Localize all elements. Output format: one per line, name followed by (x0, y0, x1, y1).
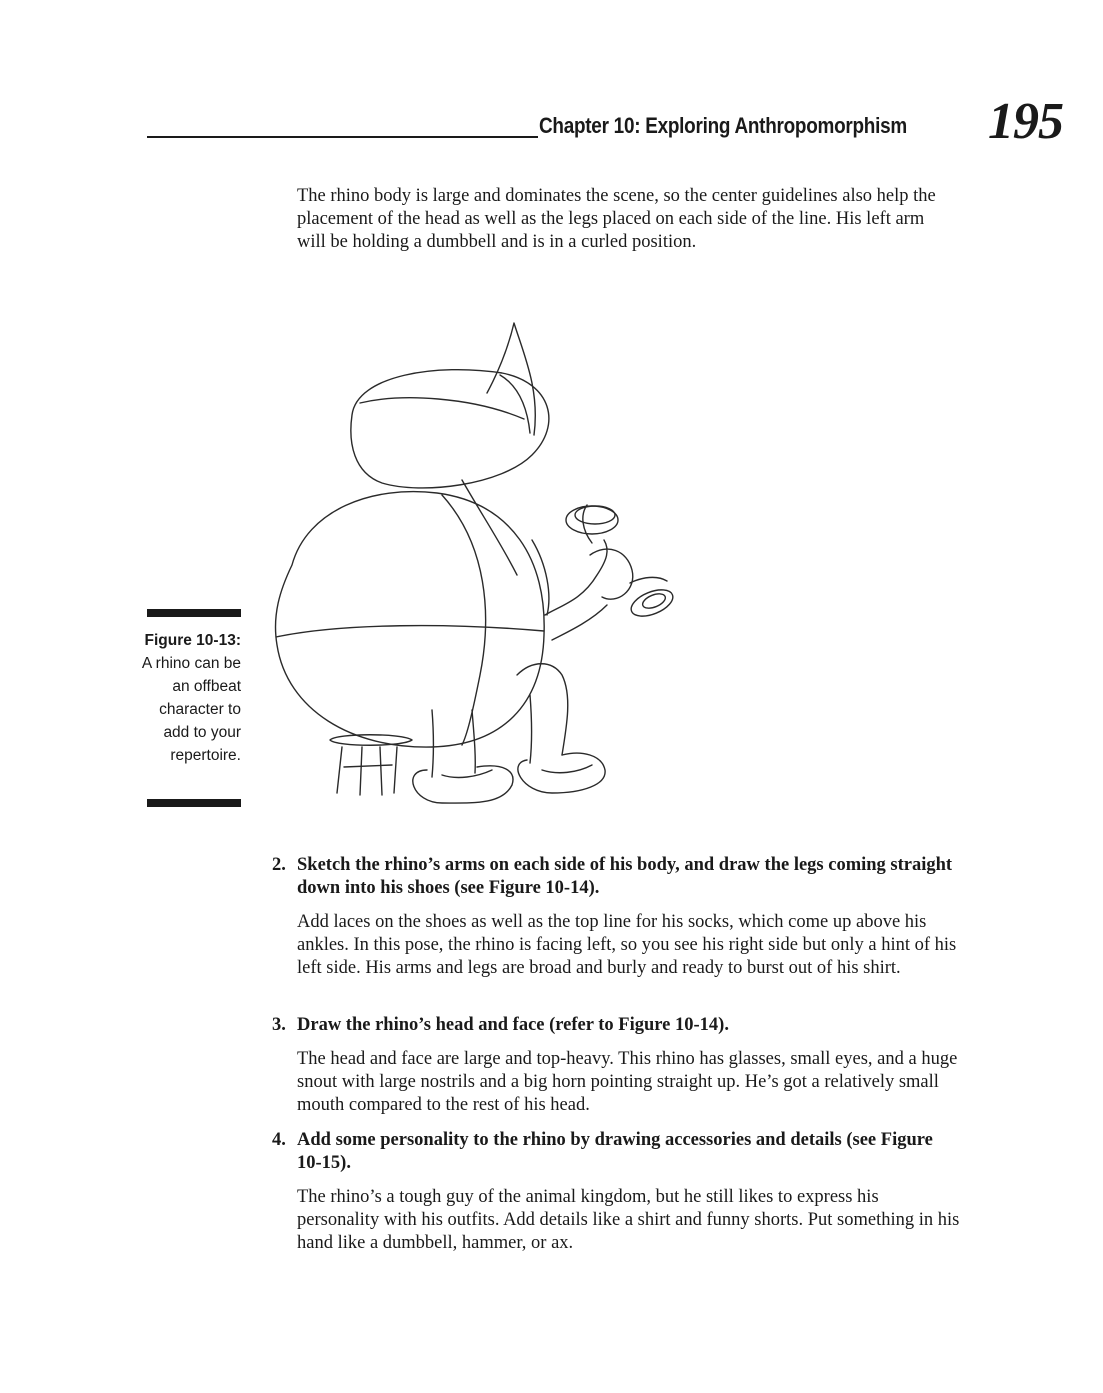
figure-label: Figure 10-13: (144, 632, 241, 649)
header-rule (147, 136, 538, 138)
step-heading (272, 1014, 962, 1037)
intro-paragraph: The rhino body is large and dominates the scene, so the center guidelines also help the placement of the head as well as the legs placed on each side of the line. His left arm will be holding a dumbbell and is in a curled position. (297, 186, 936, 252)
step-heading-text: Add some personality to the rhino by drawing accessories and details (see Figure 10-15). (297, 1130, 933, 1173)
caption-bottom-bar (147, 799, 241, 807)
step-number: 3. (272, 1015, 286, 1035)
right-leg-inner (530, 695, 532, 763)
fist (590, 549, 633, 599)
step-number: 4. (272, 1130, 286, 1150)
step-2 (272, 854, 962, 980)
horn-inner (500, 375, 530, 433)
right-leg (517, 664, 568, 755)
step-3 (272, 1014, 962, 1117)
stool-leg-2 (360, 747, 362, 795)
arm-inner (552, 605, 607, 640)
step-number: 2. (272, 855, 286, 875)
dumbbell-top-inner (575, 506, 615, 524)
body-center-guideline (276, 626, 544, 637)
rhino-sketch-figure (262, 315, 702, 820)
right-shoe-lace (542, 765, 592, 773)
step-heading-text: Draw the rhino’s head and face (refer to Figure 10-14). (297, 1015, 729, 1035)
stool-leg-4 (394, 747, 397, 793)
stool-leg-1 (337, 747, 342, 793)
chapter-title: Chapter 10: Exploring Anthropomorphism (539, 113, 907, 138)
step-heading (272, 1129, 962, 1175)
figure-caption (140, 629, 241, 767)
dumbbell-top (566, 506, 618, 534)
body-outline (275, 492, 544, 748)
left-leg (432, 710, 434, 777)
step-heading (272, 854, 962, 900)
figure-caption-text: A rhino can be an offbeat character to add to your repertoire. (141, 655, 241, 764)
head-outline (351, 370, 549, 488)
page-number: 195 (988, 93, 1063, 150)
dumbbell-bottom (627, 585, 676, 622)
shoulder-stroke (462, 480, 517, 575)
step-4 (272, 1129, 962, 1255)
back-stroke (532, 540, 549, 615)
stool-leg-3 (380, 747, 382, 795)
head-guideline (360, 398, 524, 419)
elbow-stroke (630, 577, 667, 583)
step-body: Add laces on the shoes as well as the top line for his socks, which come up above his ankles. In this pose, the rhino is facing left, so you see his right side but only a hint of his left side. His arms and legs are broad and burly and ready to burst out of his shirt. (297, 912, 957, 978)
step-body: The head and face are large and top-heavy. This rhino has glasses, small eyes, and a huge snout with large nostrils and a big horn pointing straight up. He’s got a relatively small mouth compared to the rest of his head. (297, 1049, 958, 1115)
caption-top-bar (147, 609, 241, 617)
step-body: The rhino’s a tough guy of the animal kingdom, but he still likes to express his personality with his outfits. Add details like a shirt and funny shorts. Put something in his hand like a dumbbell, hammer, or ax. (297, 1187, 960, 1253)
body-vertical-guideline (442, 495, 486, 745)
stool-brace (344, 765, 392, 767)
left-shoe-lace (442, 770, 492, 777)
left-shoe (413, 766, 513, 803)
step-heading-text: Sketch the rhino’s arms on each side of his body, and draw the legs coming straight down into his shoes (see Figure 10-14). (297, 855, 953, 898)
left-leg-inner (472, 710, 475, 773)
